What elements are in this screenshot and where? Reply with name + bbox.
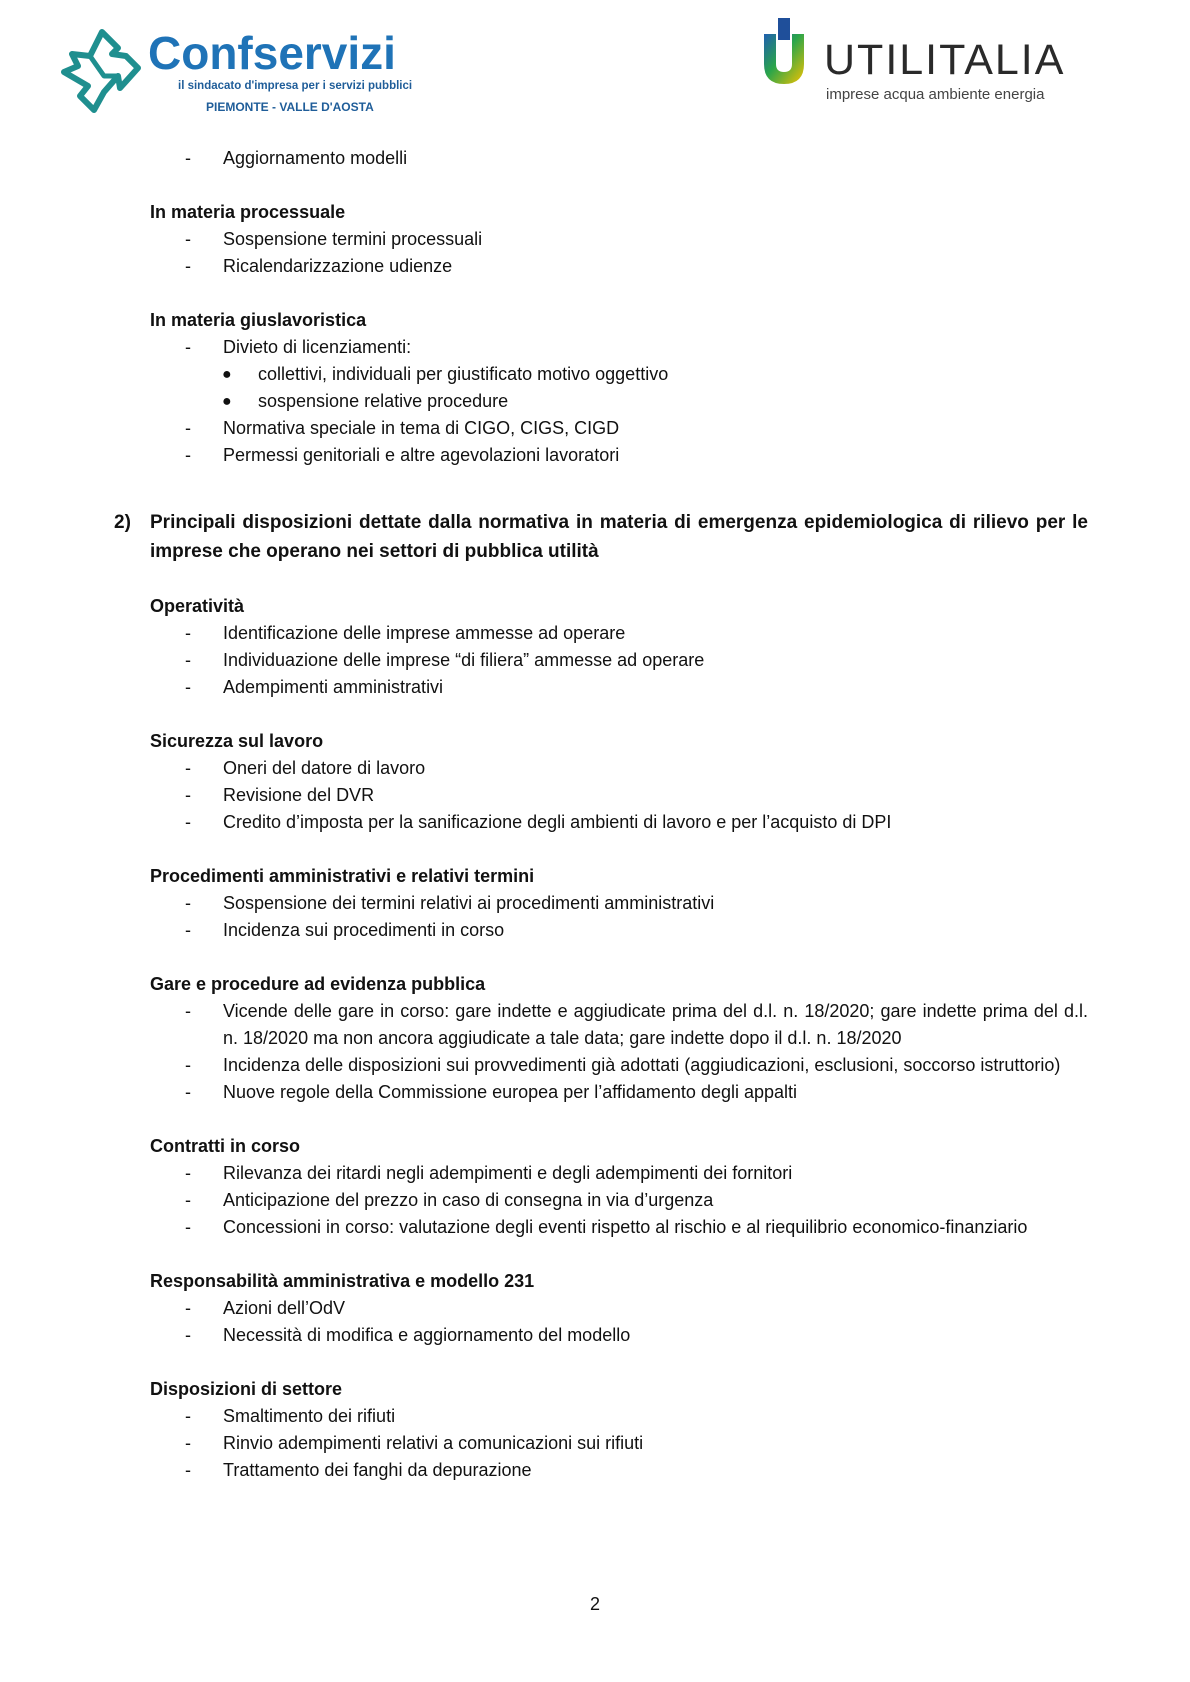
heading-sicurezza: Sicurezza sul lavoro <box>150 731 324 751</box>
bullet-icon: ● <box>222 393 232 410</box>
list-item: - Sospensione dei termini relativi ai procedimenti amministrativi <box>150 890 1088 917</box>
heading-procedimenti: Procedimenti amministrativi e relativi termini <box>150 866 535 886</box>
confservizi-name: Confservizi <box>148 27 396 79</box>
dash-marker: - <box>185 650 191 670</box>
list-item: - Azioni dell’OdV <box>150 1295 1088 1322</box>
list-item: - Divieto di licenziamenti: <box>150 334 1088 361</box>
dash-marker: - <box>185 1082 191 1102</box>
dash-marker: - <box>185 623 191 643</box>
dash-marker: - <box>185 920 191 940</box>
list-item: - Ricalendarizzazione udienze <box>150 253 1088 280</box>
dash-marker: - <box>185 1055 191 1075</box>
utilitalia-name: UTILITALIA <box>824 36 1066 84</box>
list-item: - Rinvio adempimenti relativi a comunicazioni sui rifiuti <box>150 1430 1088 1457</box>
list-item: - Necessità di modifica e aggiornamento del modello <box>150 1322 1088 1349</box>
heading-processuale: In materia processuale <box>150 202 346 222</box>
list-item: - Adempimenti amministrativi <box>150 674 1088 701</box>
heading-settore: Disposizioni di settore <box>150 1379 343 1399</box>
dash-marker: - <box>185 785 191 805</box>
dash-marker: - <box>185 229 191 249</box>
utilitalia-emblem-icon <box>758 16 818 86</box>
dash-marker: - <box>185 677 191 697</box>
confservizi-tagline: il sindacato d'impresa per i servizi pubblici <box>178 80 413 92</box>
list-item: - Incidenza sui procedimenti in corso <box>150 917 1088 944</box>
dash-marker: - <box>185 256 191 276</box>
list-item: - Anticipazione del prezzo in caso di consegna in via d’urgenza <box>150 1187 1088 1214</box>
list-item: - Trattamento dei fanghi da depurazione <box>150 1457 1088 1484</box>
dash-marker: - <box>185 418 191 438</box>
dash-marker: - <box>185 445 191 465</box>
confservizi-logo <box>60 24 440 120</box>
bullet-item: ● sospensione relative procedure <box>150 388 1088 415</box>
list-item: - Individuazione delle imprese “di filiera” ammesse ad operare <box>150 647 1088 674</box>
list-item: - Oneri del datore di lavoro <box>150 755 1088 782</box>
dash-marker: - <box>185 812 191 832</box>
list-item: - Smaltimento dei rifiuti <box>150 1403 1088 1430</box>
section-2-heading <box>114 508 1088 566</box>
list-item: - Rilevanza dei ritardi negli adempimenti e degli adempimenti dei fornitori <box>150 1160 1088 1187</box>
heading-contratti: Contratti in corso <box>150 1136 301 1156</box>
confservizi-region: PIEMONTE - VALLE D'AOSTA <box>206 100 374 114</box>
list-item: - Concessioni in corso: valutazione degli eventi rispetto al rischio e al riequilibrio economico-finanziario <box>150 1214 1088 1241</box>
dash-marker: - <box>185 758 191 778</box>
dash-marker: - <box>185 1460 191 1480</box>
heading-gare: Gare e procedure ad evidenza pubblica <box>150 974 486 994</box>
list-item: - Permessi genitoriali e altre agevolazioni lavoratori <box>150 442 1088 469</box>
dash-marker: - <box>185 893 191 913</box>
bullet-icon: ● <box>222 366 232 383</box>
dash-marker: - <box>185 1190 191 1210</box>
heading-responsabilita: Responsabilità amministrativa e modello 231 <box>150 1271 535 1291</box>
utilitalia-tagline: imprese acqua ambiente energia <box>826 86 1045 103</box>
list-item: - Incidenza delle disposizioni sui provvedimenti già adottati (aggiudicazioni, esclusioni, soccorso istruttorio) <box>150 1052 1088 1079</box>
list-item: - Credito d’imposta per la sanificazione degli ambienti di lavoro e per l’acquisto di DPI <box>150 809 1088 836</box>
list-item: - Normativa speciale in tema di CIGO, CIGS, CIGD <box>150 415 1088 442</box>
dash-marker: - <box>185 1433 191 1453</box>
list-item: - Nuove regole della Commissione europea per l’affidamento degli appalti <box>150 1079 1088 1106</box>
dash-marker: - <box>185 1406 191 1426</box>
dash-marker: - <box>185 1325 191 1345</box>
confservizi-emblem-icon <box>60 26 144 114</box>
dash-marker: - <box>185 148 191 168</box>
heading-operativita: Operatività <box>150 596 245 616</box>
dash-marker: - <box>185 1001 191 1021</box>
utilitalia-logo <box>758 16 1088 106</box>
dash-marker: - <box>185 1163 191 1183</box>
list-item: - Aggiornamento modelli <box>150 145 1088 172</box>
list-item: - Sospensione termini processuali <box>150 226 1088 253</box>
section-title: Principali disposizioni dettate dalla normativa in materia di emergenza epidemiologica di rilievo per le imprese che operano nei settori di pubblica utilità <box>150 512 1088 562</box>
list-item: - Vicende delle gare in corso: gare indette e aggiudicate prima del d.l. n. 18/2020; gare indette prima del d.l. n. 18/2020 ma non ancora aggiudicate a tale data; gare indette dopo il d.l. n. 18/2020 <box>150 998 1088 1052</box>
list-item: - Revisione del DVR <box>150 782 1088 809</box>
dash-marker: - <box>185 1298 191 1318</box>
page-number: 2 <box>589 1594 600 1614</box>
dash-marker: - <box>185 1217 191 1237</box>
list-item: - Identificazione delle imprese ammesse ad operare <box>150 620 1088 647</box>
section-number: 2) <box>114 512 131 533</box>
bullet-item: ● collettivi, individuali per giustificato motivo oggettivo <box>150 361 1088 388</box>
dash-marker: - <box>185 337 191 357</box>
document-body <box>114 145 1088 1484</box>
heading-giuslavoristica: In materia giuslavoristica <box>150 310 367 330</box>
